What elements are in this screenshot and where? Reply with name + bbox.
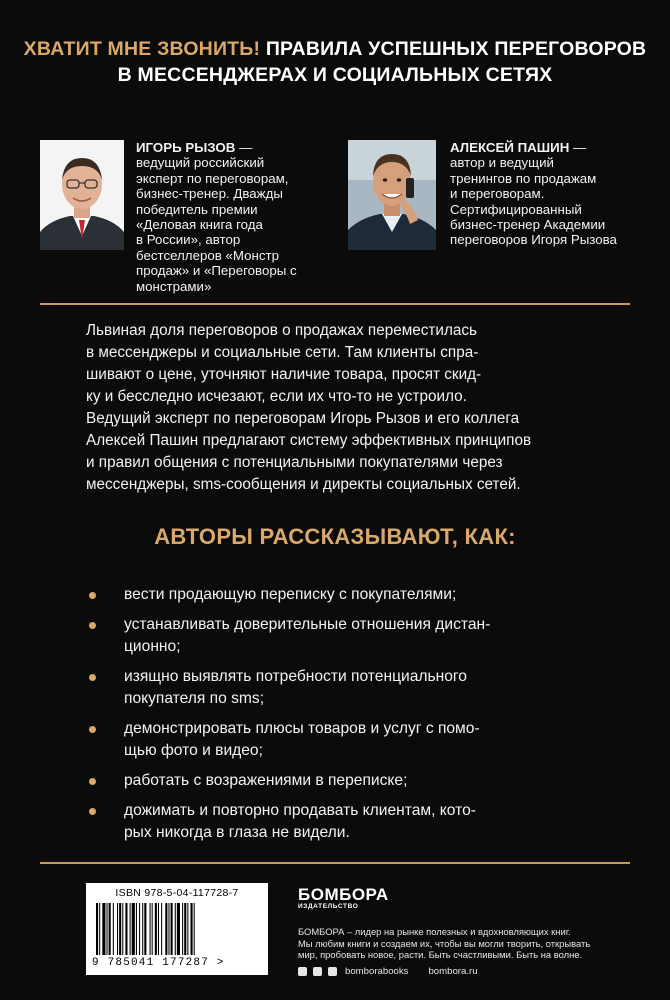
facebook-icon: [298, 967, 307, 976]
title-accent: ХВАТИТ МНЕ ЗВОНИТЬ!: [23, 38, 261, 60]
publisher-info: [298, 885, 628, 977]
book-description: Львиная доля переговоров о продажах переместилась в мессенджеры и социальные сети. Там клиенты спра- шивают о цене, уточняют наличие товара, просят скид- ку и бесследно исчезают, если их что-то не устроило. Ведущий эксперт по переговорам Игорь Рызов и его коллега Алексей Пашин предлагают систему эффективных принципов и правил общения с потенциальными покупателями через мессенджеры, sms-сообщения и директы социальных сетей.: [86, 322, 532, 493]
divider-line-bottom: [40, 862, 630, 864]
list-item: устанавливать доверительные отношения дистан- ционно;: [86, 614, 606, 658]
book-title: [20, 36, 650, 88]
barcode-digits: 9 785041 177287 >: [92, 957, 225, 969]
list-item: изящно выявлять потребности потенциального покупателя по sms;: [86, 666, 606, 710]
bullet-dot-icon: [89, 808, 96, 815]
author-description: автор и ведущий тренингов по продажам и переговорам. Сертифицированный бизнес-тренер Академии переговоров Игоря Рызова: [450, 155, 617, 248]
publisher-logo-subtitle: ИЗДАТЕЛЬСТВО: [298, 903, 359, 910]
publisher-website: bombora.ru: [428, 965, 478, 977]
bullet-dot-icon: [89, 726, 96, 733]
author-dash: —: [235, 140, 253, 155]
odnoklassniki-icon: [328, 967, 337, 976]
publisher-social: [298, 966, 628, 977]
bullet-dot-icon: [89, 622, 96, 629]
list-item: дожимать и повторно продавать клиентам, кото- рых никогда в глаза не видели.: [86, 800, 606, 844]
title-line2: В МЕССЕНДЖЕРАХ И СОЦИАЛЬНЫХ СЕТЯХ: [117, 64, 553, 86]
list-item: вести продающую переписку с покупателями;: [86, 584, 606, 606]
author-description: ведущий российский эксперт по переговорам, бизнес-тренер. Дважды победитель премии «Деловая книга года в России», автор бестселлеров «Монстр продаж» и «Переговоры с монстрами»: [136, 155, 297, 294]
list-item: работать с возражениями в переписке;: [86, 770, 606, 792]
author-dash: —: [569, 140, 587, 155]
vk-icon: [313, 967, 322, 976]
author-bio-igor-ryzov: [136, 140, 346, 294]
bullet-dot-icon: [89, 778, 96, 785]
author-photo-aleksey-pashin: [348, 140, 436, 250]
isbn-number: ISBN 978-5-04-117728-7: [115, 887, 239, 899]
bullets-heading: АВТОРЫ РАССКАЗЫВАЮТ, КАК:: [154, 524, 516, 549]
author-bio-aleksey-pashin: [450, 140, 670, 248]
author-name: ИГОРЬ РЫЗОВ: [136, 140, 236, 155]
barcode-bars-icon: [96, 903, 258, 955]
barcode: [86, 883, 268, 975]
publisher-description: БОМБОРА – лидер на рынке полезных и вдохновляющих книг. Мы любим книги и создаем их, чтобы вы могли творить, открывать мир, пробовать новое, расти. Быть счастливыми. Быть на волне.: [298, 926, 591, 961]
bullet-dot-icon: [89, 592, 96, 599]
list-item: демонстрировать плюсы товаров и услуг с помо- щью фото и видео;: [86, 718, 606, 762]
bullet-list: [86, 584, 606, 852]
publisher-logo: БОМБОРА: [298, 885, 389, 904]
bullet-dot-icon: [89, 674, 96, 681]
author-photo-igor-ryzov: [40, 140, 124, 250]
title-line1-rest: ПРАВИЛА УСПЕШНЫХ ПЕРЕГОВОРОВ: [265, 38, 647, 60]
divider-line-top: [40, 303, 630, 305]
social-handle: bomborabooks: [345, 965, 409, 977]
author-name: АЛЕКСЕЙ ПАШИН: [450, 140, 570, 155]
